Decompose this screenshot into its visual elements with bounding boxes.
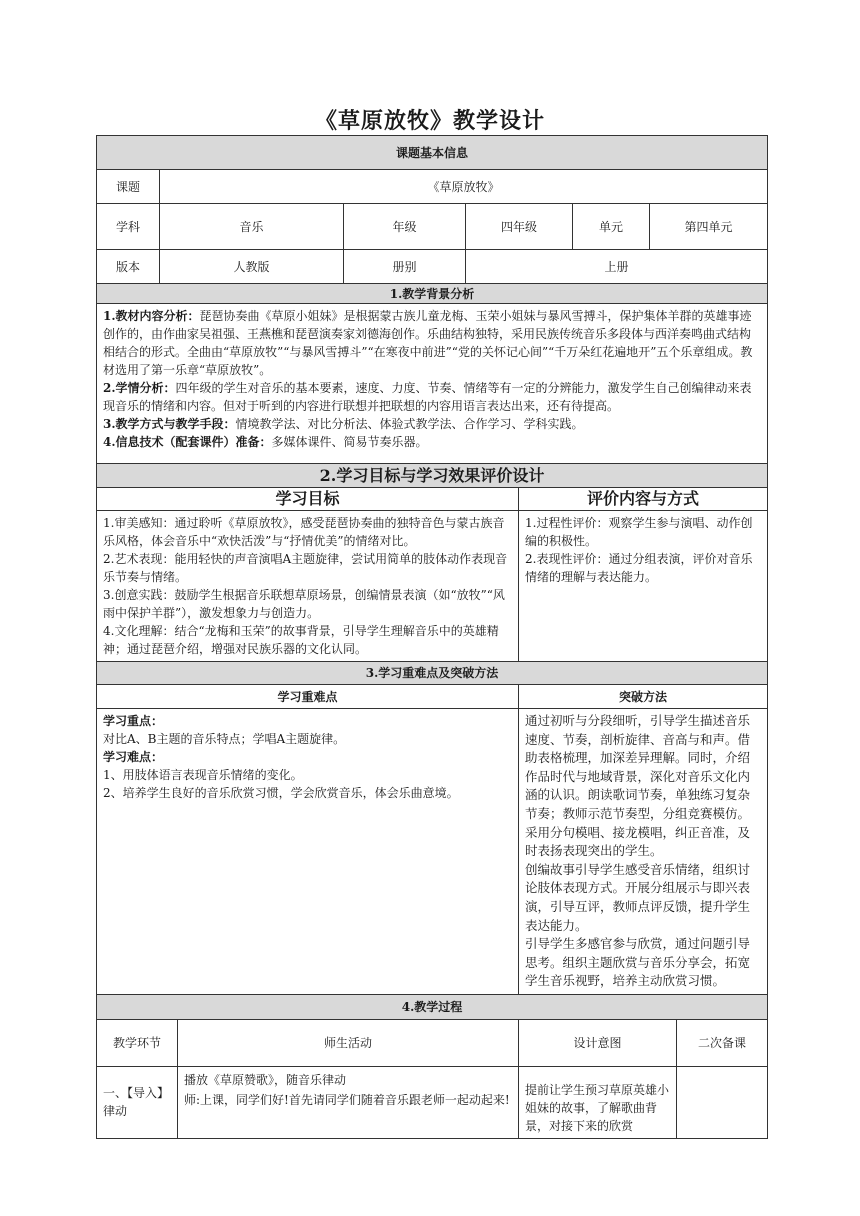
grade-value: 四年级 (466, 204, 573, 250)
key-points-text: 对比A、B主题的音乐特点；学唱A主题旋律。 (103, 732, 346, 746)
background-item (103, 379, 761, 415)
background-item (103, 307, 761, 379)
edition-label: 版本 (97, 250, 160, 284)
basic-info-table (96, 135, 768, 475)
hard-point-item: 2、培养学生良好的音乐欣赏习惯，学会欣赏音乐，体会乐曲意境。 (103, 786, 459, 800)
goal-item: 4.文化理解：结合“龙梅和玉荣”的故事背景，引导学生理解音乐中的英雄精神；通过琵琶介绍，增强对民族乐器的文化认同。 (103, 624, 499, 656)
edition-value: 人教版 (160, 250, 344, 284)
method-item: 通过初听与分段细听，引导学生描述音乐速度、节奏，剖析旋律、音高与和声。借助表格梳理，加深差异理解。同时，介绍作品时代与地域背景，深化对音乐文化内涵的认识。朗读歌词节奏，单独练习复杂节奏；教师示范节奏型，分组竞赛模仿。采用分句模唱、接龙模唱，纠正音准，及时表扬表现突出的学生。 (525, 713, 751, 859)
evaluation-list (519, 511, 768, 662)
goals-col-evaluation: 评价内容与方式 (519, 488, 768, 511)
topic-value: 《草原放牧》 (160, 170, 768, 204)
activity-line: 播放《草原赞歌》，随音乐律动 (184, 1072, 347, 1087)
method-item: 引导学生多感官参与欣赏，通过问题引导思考。组织主题欣赏与音乐分享会，拓宽学生音乐视野，培养主动欣赏习惯。 (525, 936, 751, 989)
background-item (103, 433, 761, 451)
subject-label: 学科 (97, 204, 160, 250)
volume-value: 上册 (466, 250, 768, 284)
hard-point-item: 1、用肢体语言表现音乐情绪的变化。 (103, 768, 303, 782)
background-item-label: 2.学情分析： (103, 381, 176, 395)
goals-col-objectives: 学习目标 (97, 488, 519, 511)
goal-item: 2.艺术表现：能用轻快的声音演唱A主题旋律，尝试用简单的肢体动作表现音乐节奏与情绪。 (103, 552, 508, 584)
background-item-label: 4.信息技术（配套课件）准备： (103, 435, 272, 449)
difficulty-header: 3.学习重难点及突破方法 (97, 662, 768, 685)
process-col-stage: 教学环节 (97, 1019, 178, 1066)
volume-label: 册别 (344, 250, 466, 284)
document-title: 《草原放牧》教学设计 (314, 108, 545, 134)
background-item-label: 1.教材内容分析： (103, 309, 200, 323)
process-activity (178, 1066, 519, 1138)
background-item (103, 415, 761, 433)
process-col-notes: 二次备课 (677, 1019, 768, 1066)
background-item-text: 四年级的学生对音乐的基本要素，速度、力度、节奏、情绪等有一定的分辨能力，激发学生自己创编律动来表现音乐的情绪和内容。但对于听到的内容进行联想并把联想的内容用语言表达出来，还有待提高。 (103, 381, 752, 413)
background-body (97, 304, 768, 475)
unit-value: 第四单元 (650, 204, 768, 250)
evaluation-item: 2.表现性评价：通过分组表演，评价对音乐情绪的理解与表达能力。 (525, 552, 753, 584)
basic-info-header: 课题基本信息 (97, 136, 768, 170)
hard-points-label: 学习难点： (103, 750, 164, 764)
process-col-activity: 师生活动 (178, 1019, 519, 1066)
activity-line: 师:上课，同学们好!首先请同学们随着音乐跟老师一起动起来! (184, 1092, 510, 1107)
process-col-intent: 设计意图 (519, 1019, 677, 1066)
goals-header: 2.学习目标与学习效果评价设计 (97, 464, 768, 488)
background-item-text: 情境教学法、对比分析法、体验式教学法、合作学习、学科实践。 (235, 417, 584, 431)
grade-label: 年级 (344, 204, 466, 250)
background-item-text: 琵琶协奏曲《草原小姐妹》是根据蒙古族儿童龙梅、玉荣小姐妹与暴风雪搏斗，保护集体羊群的英雄事迹创作的，由作曲家吴祖强、王燕樵和琵琶演奏家刘德海创作。乐曲结构独特，采用民族传统音乐多段体与西洋奏鸣曲式结构相结合的形式。全曲由“草原放牧”“与暴风雪搏斗”“在寒夜中前进”“党的关怀记心间”“千万朵红花遍地开”五个乐章组成。教材选用了第一乐章“草原放牧”。 (103, 309, 753, 377)
difficulty-points (97, 709, 519, 995)
topic-label: 课题 (97, 170, 160, 204)
process-header: 4.教学过程 (97, 994, 768, 1019)
goals-list (97, 511, 519, 662)
process-notes (677, 1066, 768, 1138)
process-intent: 提前让学生预习草原英雄小姐妹的故事，了解歌曲背景，对接下来的欣赏 (519, 1066, 677, 1138)
process-stage: 一、【导入】律动 (97, 1066, 178, 1138)
unit-label: 单元 (573, 204, 650, 250)
design-table (96, 463, 768, 1139)
background-item-text: 多媒体课件、简易节奏乐器。 (271, 435, 428, 449)
subject-value: 音乐 (160, 204, 344, 250)
method-item: 创编故事引导学生感受音乐情绪，组织讨论肢体表现方式。开展分组展示与即兴表演，引导互评，教师点评反馈，提升学生表达能力。 (525, 861, 751, 933)
goal-item: 3.创意实践：鼓励学生根据音乐联想草原场景，创编情景表演（如“放牧”“风雨中保护羊群”），激发想象力与创造力。 (103, 588, 505, 620)
evaluation-item: 1.过程性评价：观察学生参与演唱、动作创编的积极性。 (525, 516, 753, 548)
breakthrough-methods (519, 709, 768, 995)
difficulty-col-methods: 突破方法 (519, 685, 768, 709)
background-header: 1.教学背景分析 (97, 284, 768, 304)
key-points-label: 学习重点： (103, 714, 164, 728)
background-item-label: 3.教学方式与教学手段： (103, 417, 236, 431)
goal-item: 1.审美感知：通过聆听《草原放牧》，感受琵琶协奏曲的独特音色与蒙古族音乐风格，体会音乐中“欢快活泼”与“抒情优美”的情绪对比。 (103, 516, 505, 548)
difficulty-col-points: 学习重难点 (97, 685, 519, 709)
